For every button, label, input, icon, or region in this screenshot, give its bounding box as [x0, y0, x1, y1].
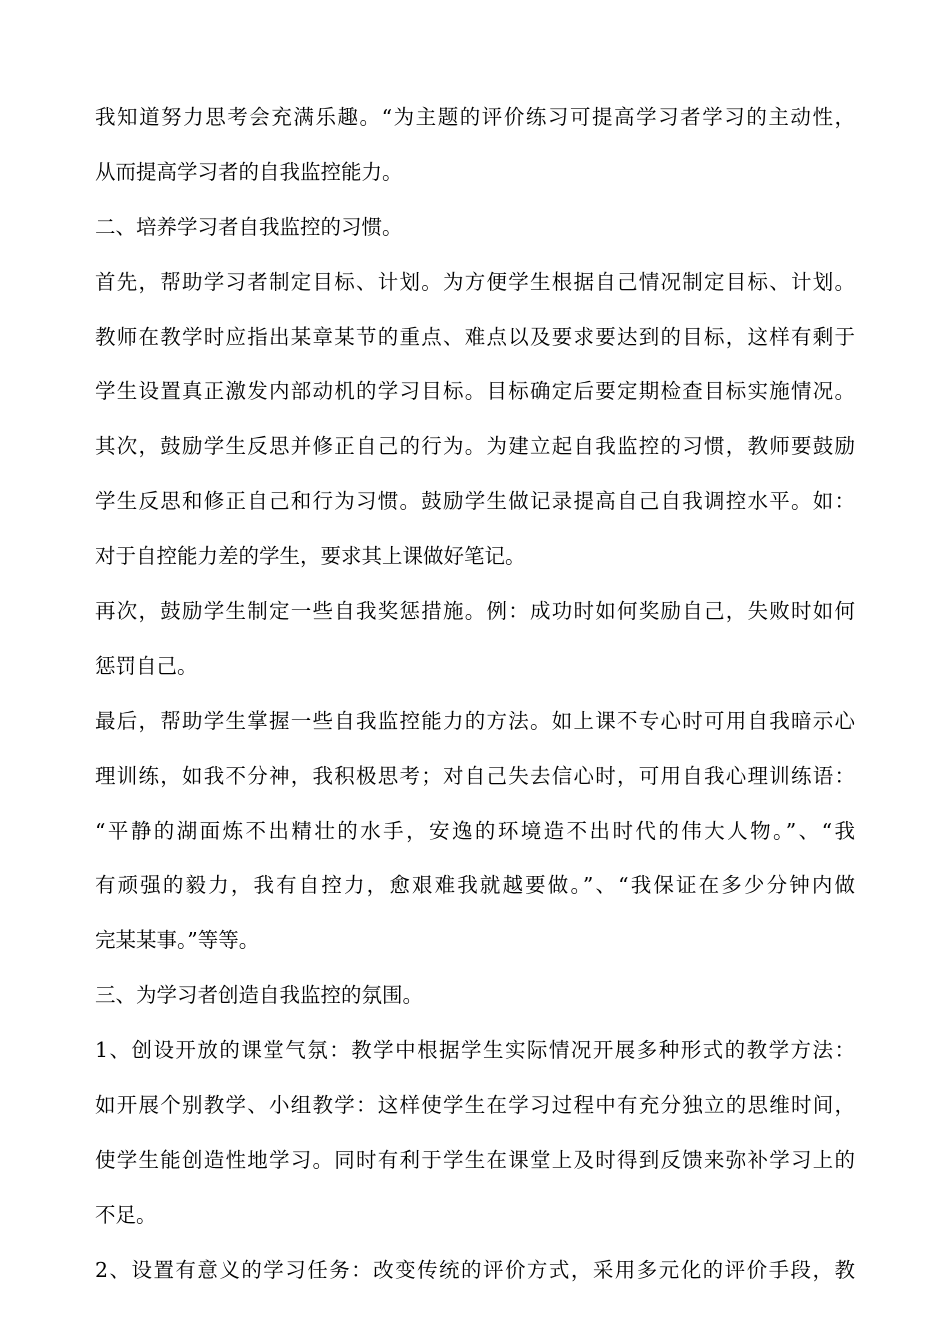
text-line: 最后，帮助学生掌握一些自我监控能力的方法。如上课不专心时可用自我暗示心: [95, 708, 855, 733]
text-line: 使学生能创造性地学习。同时有利于学生在课堂上及时得到反馈来弥补学习上的: [95, 1147, 855, 1172]
section-heading: 三、为学习者创造自我监控的氛围。: [95, 983, 423, 1008]
text-line: 我知道努力思考会充满乐趣。“为主题的评价练习可提高学习者学习的主动性，: [95, 105, 855, 129]
text-line: “平静的湖面炼不出精壮的水手，安逸的环境造不出时代的伟大人物。”、“我: [95, 818, 855, 843]
text-line: 其次，鼓励学生反思并修正自己的行为。为建立起自我监控的习惯，教师要鼓励: [95, 434, 855, 459]
text-line: 有顽强的毅力，我有自控力，愈艰难我就越要做。”、“我保证在多少分钟内做: [95, 873, 855, 898]
text-line: 1、创设开放的课堂气氛：教学中根据学生实际情况开展多种形式的教学方法：: [95, 1038, 855, 1063]
document-page: [95, 99, 855, 1307]
text-line: 学生设置真正激发内部动机的学习目标。目标确定后要定期检查目标实施情况。: [95, 379, 855, 404]
text-line: 理训练，如我不分神，我积极思考；对自己失去信心时，可用自我心理训练语：: [95, 763, 855, 788]
text-line: 学生反思和修正自己和行为习惯。鼓励学生做记录提高自己自我调控水平。如：: [95, 489, 855, 514]
text-line: 对于自控能力差的学生，要求其上课做好笔记。: [95, 544, 526, 569]
text-line: 从而提高学习者的自我监控能力。: [95, 159, 403, 184]
text-line: 完某某事。”等等。: [95, 928, 260, 953]
text-line: 教师在教学时应指出某章某节的重点、难点以及要求要达到的目标，这样有剩于: [95, 324, 855, 349]
text-line: 2、设置有意义的学习任务：改变传统的评价方式，采用多元化的评价手段，教: [95, 1257, 855, 1282]
text-line: 如开展个别教学、小组教学：这样使学生在学习过程中有充分独立的思维时间，: [95, 1093, 855, 1118]
text-line: 再次，鼓励学生制定一些自我奖惩措施。例：成功时如何奖励自己，失败时如何: [95, 599, 855, 624]
text-line: 不足。: [95, 1202, 157, 1227]
text-line: 首先，帮助学习者制定目标、计划。为方便学生根据自己情况制定目标、计划。: [95, 269, 855, 294]
section-heading: 二、培养学习者自我监控的习惯。: [95, 214, 403, 239]
text-line: 惩罚自己。: [95, 653, 198, 678]
